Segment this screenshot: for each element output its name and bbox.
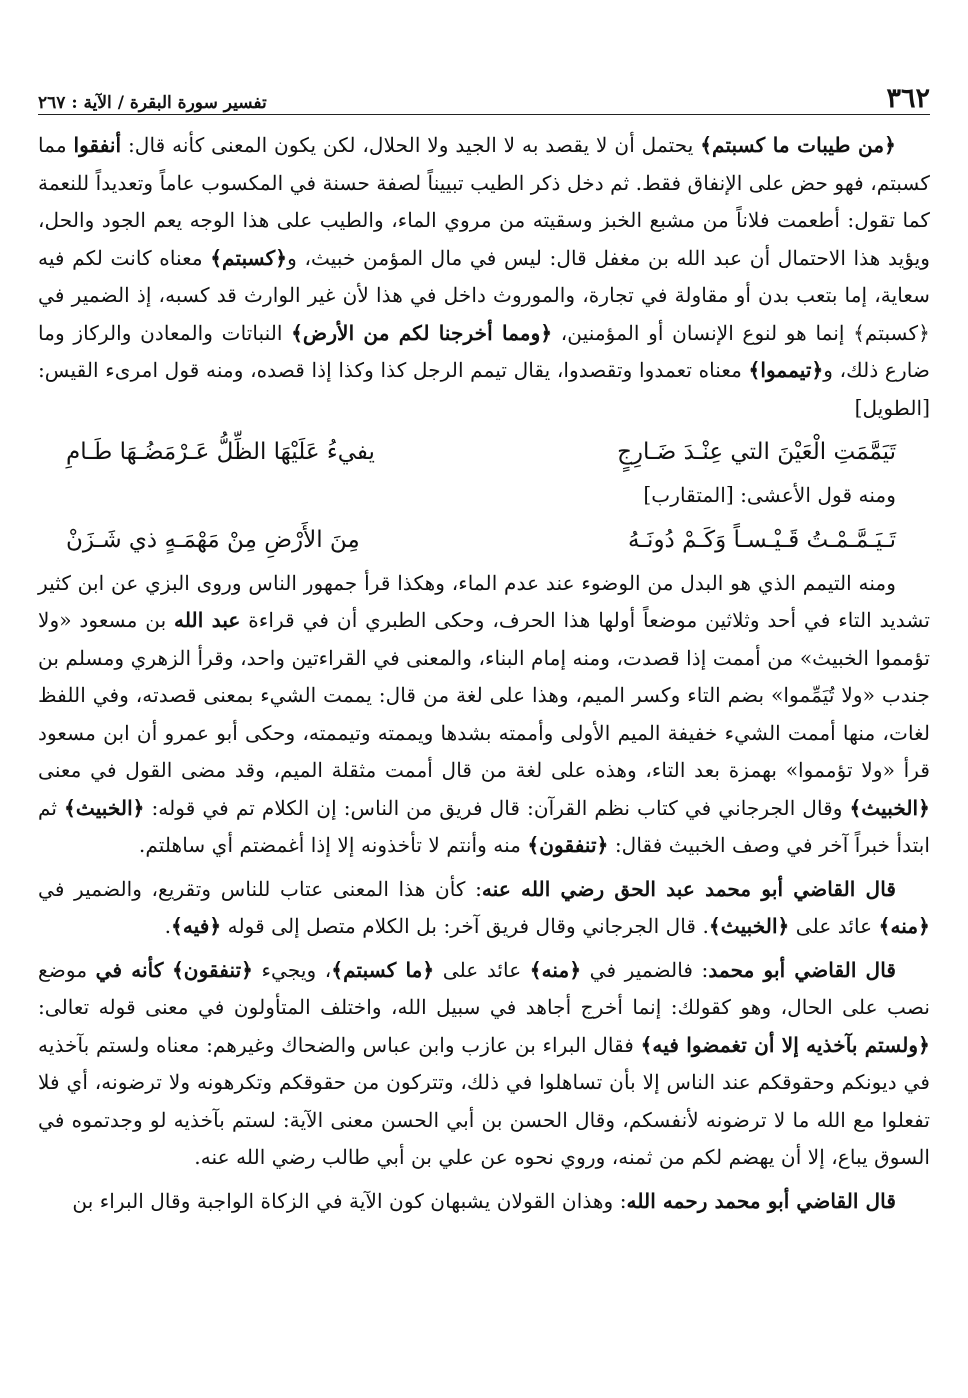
book-page [38,72,930,1378]
bold-text: ﴿الخبيث﴾ [64,795,145,820]
verse-al-asha [66,517,896,563]
text-run: . [164,914,172,938]
bold-text: ﴿تيمموا﴾ [748,358,824,382]
text-run: عائد على [789,914,879,938]
bold-text: ﴿من طيبات ما كسبتم﴾ [700,133,896,157]
text-run: : فالضمير في [581,957,709,982]
verse-hemistich-first: تَيَمَّمَتِ الْعَيْنَ التي عِنْـدَ ضَـارِجٍ [617,439,896,465]
text-run: يحتمل أن لا يقصد به لا الجيد ولا الحلال، لكن يكون المعنى كأنه قال: [121,133,701,157]
paragraph [38,477,930,515]
bold-text: قال القاضي أبو محمد [708,957,897,982]
text-run: ، ويجيء [253,957,332,982]
page-body [38,127,930,1220]
text-run [163,958,172,982]
text-run: عائد على [434,957,530,982]
text-run: : كأن هذا المعنى عتاب للناس وتقريع، والضمير في [38,876,482,901]
page-number: ٣٦٢ [886,83,930,114]
text-run: موضع نصب على الحال، وهو كقولك: إنما أخرج أجاهد في سبيل الله، واختلف المتأولون في معنى قوله تعالى: [38,957,930,1019]
text-run: وقال الجرجاني في كتاب نظم القرآن: قال فريق من الناس: إن الكلام تم في قوله: [144,795,850,820]
bold-text: ﴿تنفقون﴾ [171,957,254,982]
bold-text: أنفقوا [73,133,122,157]
running-title: تفسير سورة البقرة / الآية : ٢٦٧ [38,93,267,113]
bold-text: قال القاضي أبو محمد رحمه الله [626,1188,896,1213]
bold-text: ﴿ما كسبتم﴾ [331,957,435,982]
paragraph [38,871,930,946]
text-run: : وهذان القولان يشبهان كون الآية في الزكاة الواجبة وقال البراء بن [72,1188,627,1213]
text-run: فقال البراء بن عازب وابن عباس والضحاك وغيرهم: معناه ولستم بآخذيه في ديونكم وحقوقكم عند الناس إلا بأن تساهلوا في ذلك، وتتركون من حقوقكم وتكرهونه ولا ترضونه، أي فلا تفعلوا مع الله ما لا ترضونه لأنفسكم، وقال الحسن بن أبي الحسن معنى الآية: لستم بآخذيه لو وجدتموه في السوق يباع، إلا أن يهضم لكم من ثمنه، وروي نحوه عن علي بن أبي طالب رضي الله عنه. [38,1032,930,1169]
verse-imru-al-qays [66,429,896,475]
text-run: معناه كانت لكم فيه سعاية، إما بتعب بدن أو مقاولة في تجارة، والموروث داخل في هذا لأن غير الوارث قد كسبه، إذ الضمير في ﴿كسبتم﴾ إنما هو لنوع الإنسان أو المؤمنين، [38,245,930,345]
bold-text: ﴿الخبيث﴾ [849,795,930,820]
bold-text: ﴿الخبيث﴾ [708,914,790,938]
text-run: معناه تعمدوا وتقصدوا، يقال تيمم الرجل كذا وكذا إذا قصده، ومنه قول امرىء القيس: [الطويل] [38,358,930,420]
text-run: ثم ابتدأ خبراً آخر في وصف الخبيث فقال: [38,795,930,857]
bold-text: ﴿ولستم بآخذيه إلا أن تغمضوا فيه﴾ [640,1032,930,1057]
paragraph [38,565,930,865]
verse-hemistich-second: يفيءُ عَلَيْهَا الظِّلُّ عَـرْمَضُـهَا طَـامِ [66,439,375,465]
verse-hemistich-second: مِنَ الأَرْضِ مِنْ مَهْمَـهٍ ذي شَـزَنْ [66,526,360,553]
text-run: النباتات والمعادن والركاز وما ضارع ذلك، و [38,320,930,382]
page-header [38,72,930,115]
verse-hemistich-first: تَـيَـمَّـمْـتُ قَـيْـسـاً وَكَـمْ دُونَـهُ [627,526,896,553]
bold-text: ﴿ومما أخرجنا لكم من الأرض﴾ [291,320,553,345]
text-run: . قال الجرجاني وقال فريق آخر: بل الكلام متصل إلى قوله [221,914,709,938]
text-run: ومنه قول الأعشى: [المتقارب] [643,483,896,507]
text-run: بن مسعود «ولا تؤمموا الخبيث» من أممت إذا قصدت، ومنه إمام البناء، والمعنى في القراءتين واحد، وقرأ الزهري ومسلم بن جندب «ولا تُيَمِّموا» بضم التاء وكسر الميم، وهذا على لغة من قال: يممت الشيء بمعنى قصدته، وفي اللفظ لغات، منها أممت الشيء خفيفة الميم الأولى وأممته بشدها ويممته وتيممته، وحكى أبو عمرو أن ابن مسعود قرأ «ولا تؤمموا» بهمزة بعد التاء، وهذه على لغة من قال أممت مثقلة الميم، وقد مضى القول في معنى [38,608,930,782]
text-run: ومنه التيمم الذي هو البدل من الوضوء عند عدم الماء، وهكذا قرأ جمهور الناس وروى البزي عن ابن كثير تشديد التاء في أحد وثلاثين موضعاً أولها هذا الحرف، وحكى الطبري أن في قراءة [38,570,930,632]
paragraph [38,127,930,427]
bold-text: عبد الله [174,608,241,632]
paragraph [38,1183,930,1221]
bold-text: كأنه في [95,957,164,982]
bold-text: ﴿منه﴾ [878,914,930,938]
text-run: مما كسبتم، فهو حض على الإنفاق فقط. ثم دخل ذكر الطيب تبييناً لصفة حسنة في المكسوب عاماً وتعديداً للنعمة كما تقول: أطعمت فلاناً من مشبع الخبز وسقيته من مروي الماء، والطيب على هذا الوجه يعم الجود والحل، ويؤيد هذا الاحتمال أن عبد الله بن مغفل قال: ليس في مال المؤمن خبيث، و [38,133,930,270]
bold-text: ﴿منه﴾ [529,957,582,982]
bold-text: ﴿فيه﴾ [171,914,222,938]
bold-text: قال القاضي أبو محمد عبد الحق رضي الله عنه [481,876,896,901]
text-run: منه وأنتم لا تأخذونه إلا إذا أغمضتم أي ساهلتم. [138,833,528,857]
paragraph [38,952,930,1177]
bold-text: ﴿تنفقون﴾ [527,833,609,857]
bold-text: ﴿كسبتم﴾ [210,245,288,270]
